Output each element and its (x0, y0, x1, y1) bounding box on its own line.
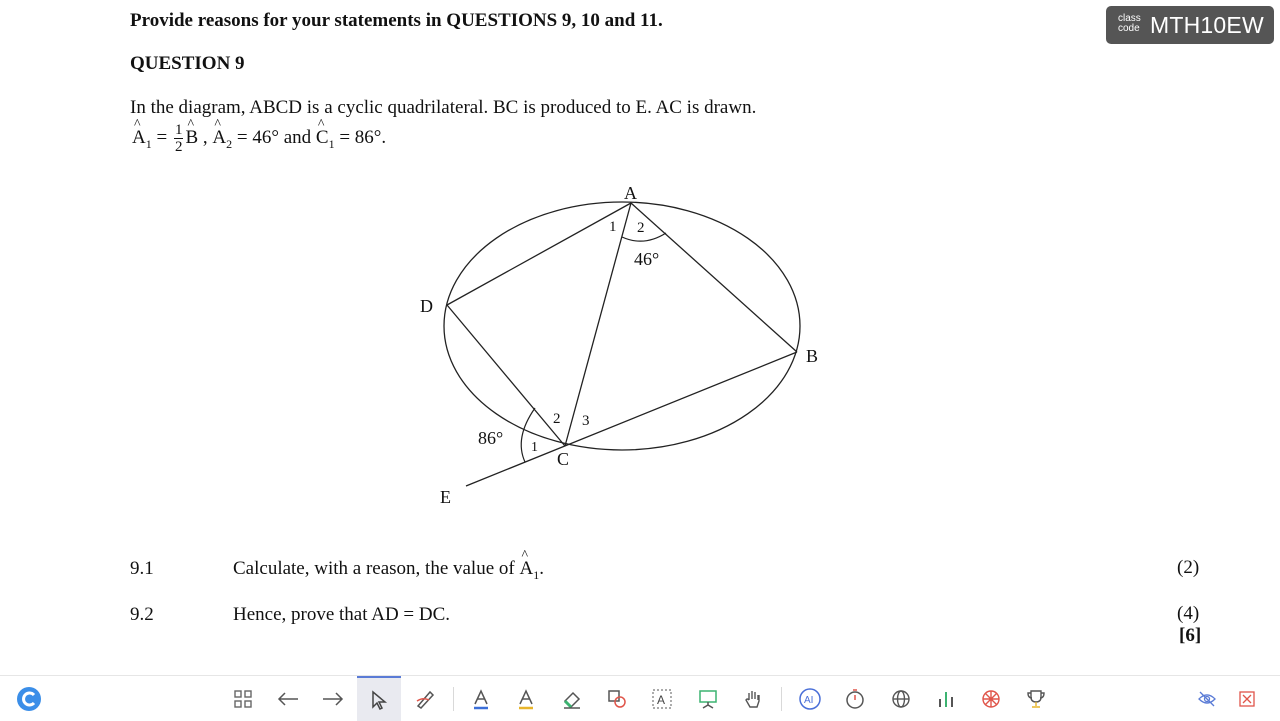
class-caption-line1: class (1118, 13, 1141, 24)
item-text-9-1 (233, 558, 544, 580)
bottom-toolbar (0, 675, 1280, 721)
toolbar-separator-2 (781, 687, 782, 711)
label-C1: 1 (531, 440, 538, 455)
c1-letter: ^ C (316, 127, 329, 149)
trophy-icon[interactable] (1014, 676, 1058, 721)
browser-icon[interactable] (879, 676, 923, 721)
ai-icon[interactable] (788, 676, 832, 721)
class-code-caption (1118, 14, 1141, 34)
label-D: D (420, 296, 433, 316)
forward-arrow-icon[interactable] (311, 676, 355, 721)
a2-value: = 46° and (232, 126, 316, 148)
label-A1: 1 (609, 219, 617, 235)
hide-icon[interactable] (1185, 676, 1229, 721)
eraser-icon[interactable] (550, 676, 594, 721)
question-title: QUESTION 9 (130, 53, 245, 74)
grid-icon[interactable] (221, 676, 265, 721)
label-C: C (557, 449, 570, 469)
b-letter: ^ B (185, 127, 198, 149)
instruction-text: Provide reasons for your statements in QUESTIONS 9, 10 and 11. (130, 10, 663, 31)
highlighter-icon[interactable] (459, 676, 503, 721)
angle-C1-value: 86° (478, 428, 504, 448)
pointer-icon[interactable] (357, 676, 401, 721)
class-code-badge[interactable] (1106, 6, 1274, 44)
ai-glyph: AI (804, 694, 814, 706)
item-marks-9-1: (2) (1177, 557, 1200, 578)
label-A: A (624, 183, 637, 203)
whiteboard-icon[interactable] (686, 676, 730, 721)
item-9-1-math-sub: 1 (533, 568, 540, 582)
class-code-value: MTH10EW (1150, 12, 1264, 38)
a1-letter: ^ A (132, 127, 146, 149)
fraction-numerator: 1 (174, 122, 183, 138)
back-arrow-icon[interactable] (266, 676, 310, 721)
pen-icon[interactable] (403, 676, 447, 721)
angle-A2-value: 46° (634, 249, 660, 269)
line-BE (466, 352, 797, 486)
item-text-9-2: Hence, prove that AD = DC. (233, 604, 451, 625)
equals-sign: = (151, 126, 172, 148)
class-caption-line2: code (1118, 23, 1140, 34)
question-intro: In the diagram, ABCD is a cyclic quadrilateral. BC is produced to E. AC is drawn. (130, 97, 757, 118)
a1-subscript: 1 (145, 136, 152, 151)
label-E: E (440, 487, 451, 507)
given-values (132, 122, 386, 164)
label-C3: 3 (582, 413, 590, 429)
label-A2: 2 (637, 220, 645, 236)
item-number-9-2: 9.2 (130, 604, 154, 625)
a2-letter: ^ A (212, 127, 226, 149)
cyclic-quadrilateral-diagram (400, 180, 840, 510)
c1-subscript: 1 (328, 136, 335, 151)
line-AC (565, 203, 631, 446)
item-marks-9-2: (4) (1177, 603, 1200, 624)
item-number-9-1: 9.1 (130, 558, 154, 579)
half-fraction (174, 122, 184, 155)
c1-value: = 86°. (334, 126, 387, 148)
wheel-icon[interactable] (969, 676, 1013, 721)
shapes-icon[interactable] (595, 676, 639, 721)
fraction-denominator: 2 (174, 139, 183, 155)
line-AB (631, 203, 797, 352)
timer-icon[interactable] (833, 676, 877, 721)
toolbar-separator (453, 687, 454, 711)
label-B: B (806, 346, 819, 366)
marker-icon[interactable] (504, 676, 548, 721)
text-box-icon[interactable] (640, 676, 684, 721)
a2-subscript: 2 (226, 136, 233, 151)
hand-icon[interactable] (731, 676, 775, 721)
close-icon[interactable] (1225, 676, 1269, 721)
item-9-1-end: . (539, 558, 544, 579)
total-marks: [6] (1179, 625, 1202, 646)
item-9-1-text: Calculate, with a reason, the value of (233, 558, 520, 579)
chart-icon[interactable] (924, 676, 968, 721)
line-AD (447, 203, 631, 305)
comma-separator: , (198, 126, 213, 148)
line-DC (447, 305, 565, 446)
circle (444, 202, 800, 450)
text-box-glyph: A (657, 692, 666, 707)
label-C2: 2 (553, 411, 561, 427)
item-9-1-math-letter: ^ A (519, 558, 533, 580)
app-logo-icon[interactable] (7, 676, 51, 721)
